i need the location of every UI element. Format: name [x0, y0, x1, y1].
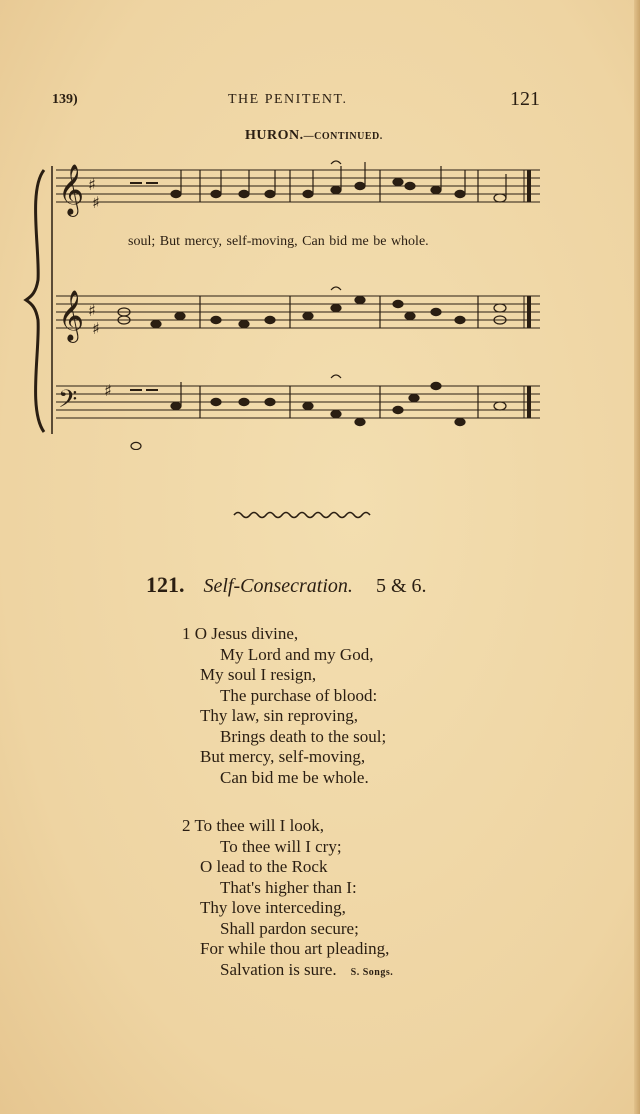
page-edge	[634, 0, 640, 1114]
tune-name: HURON.	[245, 128, 304, 143]
stanza-line: Can bid me be whole.	[220, 767, 369, 787]
hymn-meter: 5 & 6.	[375, 575, 427, 597]
system-brace	[26, 166, 52, 434]
verse-text: Salvation is sure.	[220, 959, 337, 979]
sharp-icon: ♯	[88, 175, 96, 194]
stanza-1	[182, 624, 386, 788]
stanza-line: That's higher than I:	[220, 877, 357, 897]
barlines	[200, 170, 529, 418]
attribution: S. Songs.	[350, 966, 394, 978]
treble-clef-icon: 𝄞	[58, 164, 85, 215]
stanza-number: 2	[182, 816, 191, 835]
tune-title	[245, 128, 383, 144]
staff-bass	[56, 386, 540, 418]
staff-treble-1	[56, 170, 540, 202]
ornamental-rule	[232, 508, 374, 522]
rests	[130, 183, 158, 390]
stanza-line: For while thou art pleading,	[200, 939, 390, 958]
header-section-title: THE PENITENT.	[228, 92, 348, 107]
stanza-2	[182, 816, 393, 980]
verse-text: To thee will I look,	[194, 816, 325, 835]
hymn-number: 121.	[146, 572, 185, 597]
tune-continued: —CONTINUED.	[303, 131, 383, 142]
treble-clef-icon: 𝄞	[58, 290, 85, 341]
hymn-heading	[146, 572, 427, 598]
stanza-line: Shall pardon secure;	[220, 918, 359, 938]
stanza-line: Thy love interceding,	[200, 898, 346, 917]
stanza-line	[182, 624, 386, 645]
sharp-icon: ♯	[92, 319, 100, 338]
stanza-line: To thee will I cry;	[220, 836, 342, 856]
stanza-number: 1	[182, 624, 191, 643]
stanza-line: The purchase of blood:	[220, 685, 378, 705]
stanza-line	[182, 816, 393, 837]
stanza-line: But mercy, self-moving,	[200, 747, 366, 766]
verse-text: O Jesus divine,	[194, 624, 299, 643]
hymn-title: Self-Consecration.	[203, 575, 353, 597]
stanza-line: Brings death to the soul;	[220, 726, 387, 746]
sharp-icon: ♯	[92, 193, 100, 212]
sharp-icon: ♯	[104, 381, 112, 400]
tune-lyrics: soul; But mercy, self-moving, Can bid me be whole.	[128, 234, 429, 249]
music-score	[0, 150, 560, 450]
sharp-icon: ♯	[88, 301, 96, 320]
header-hymn-ref: 139)	[52, 92, 78, 107]
stanza-line: Thy law, sin reproving,	[200, 706, 359, 725]
page-number: 121	[510, 88, 540, 110]
stanza-line: O lead to the Rock	[200, 857, 328, 876]
stanza-line: My Lord and my God,	[220, 644, 374, 664]
notes	[118, 162, 506, 450]
bass-clef-icon: 𝄢	[58, 385, 78, 420]
stanza-line	[182, 960, 393, 981]
stanza-line: My soul I resign,	[200, 665, 317, 684]
running-head	[0, 88, 640, 114]
